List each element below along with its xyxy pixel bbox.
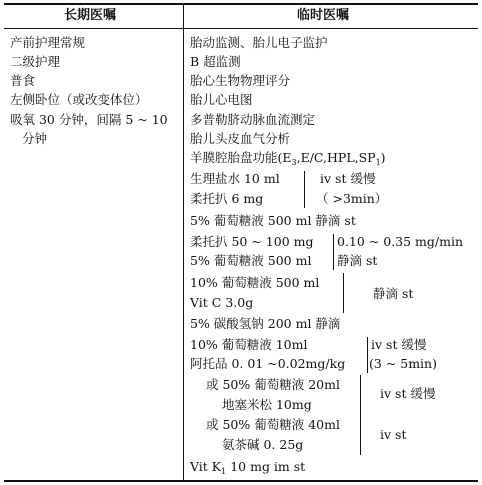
- temp-lobeline-range: 柔托扒 50 ~ 100 mg: [190, 234, 314, 249]
- header-rule: [4, 28, 478, 29]
- long-order-4: 左侧卧位（或改变体位）: [10, 92, 148, 107]
- temp-atropine-rate: (3 ~ 5min): [369, 356, 437, 371]
- temp-dexamethasone: 地塞米松 10mg: [222, 397, 312, 412]
- temp-amino-route: iv st: [380, 427, 407, 442]
- table-top-rule: [4, 3, 478, 5]
- long-order-3: 普食: [10, 73, 36, 88]
- long-order-1: 产前护理常规: [10, 35, 86, 50]
- table-bottom-rule: [4, 480, 478, 482]
- header-temporary: 临时医嘱: [297, 8, 350, 23]
- temp-glucose10-500: 10% 葡萄糖液 500 ml: [190, 275, 320, 290]
- bracket-saline: [304, 171, 305, 208]
- long-order-2: 二级护理: [10, 54, 61, 69]
- column-divider: [183, 4, 184, 481]
- temp-vitc: Vit C 3.0g: [190, 295, 254, 310]
- temp-lobeline-rate: 0.10 ~ 0.35 mg/min: [337, 234, 464, 249]
- temp-fetal-ecg: 胎儿心电图: [190, 92, 253, 107]
- bracket-dexamethasone: [360, 375, 361, 415]
- temp-glucose10-route: 静滴 st: [373, 286, 414, 301]
- temp-bicarb: 5% 碳酸氢钠 200 ml 静滴: [190, 316, 341, 331]
- bracket-lobeline: [333, 234, 334, 270]
- header-long-term: 长期医嘱: [64, 8, 117, 23]
- temp-saline-rate: （ >3min）: [316, 191, 388, 206]
- temp-glucose10-10: 10% 葡萄糖液 10ml: [190, 337, 308, 352]
- temp-placental-function: 羊膜腔胎盘功能$(E_3,E/C,HPL,SP_1)$: [190, 150, 386, 167]
- temp-atropine: 阿托品 0. 01 ~0.02mg/kg: [190, 356, 346, 371]
- temp-scalp-blood-gas: 胎儿头皮血气分析: [190, 131, 291, 146]
- temp-vitk: Vit $K_1$ 10 mg im st: [190, 459, 306, 476]
- temp-atropine-route: iv st 缓慢: [371, 337, 427, 352]
- temp-glucose50-40: 或 50% 葡萄糖液 40ml: [206, 417, 340, 432]
- temp-aminophylline: 氨茶碱 0. 25g: [222, 437, 304, 452]
- temp-fetal-monitoring: 胎动监测、胎儿电子监护: [190, 35, 328, 50]
- temp-doppler: 多普勒脐动脉血流测定: [190, 112, 316, 127]
- temp-glucose5-route: 静滴 st: [337, 253, 378, 268]
- temp-biophysical-profile: 胎心生物物理评分: [190, 73, 291, 88]
- bracket-aminophylline: [360, 415, 361, 455]
- temp-saline-route: iv st 缓慢: [320, 171, 376, 186]
- temp-b-ultrasound: B 超监测: [190, 54, 241, 69]
- temp-lobeline: 柔托扒 6 mg: [190, 191, 264, 206]
- bracket-atropine: [367, 337, 368, 373]
- temp-saline: 生理盐水 10 ml: [190, 171, 280, 186]
- temp-dexa-route: iv st 缓慢: [380, 386, 436, 401]
- long-order-5: 吸氧 30 分钟，间隔 5 ~ 10: [10, 112, 168, 127]
- bracket-glucose10: [343, 273, 344, 313]
- temp-glucose5-500: 5% 葡萄糖液 500 ml 静滴 st: [190, 213, 356, 228]
- temp-glucose50-20: 或 50% 葡萄糖液 20ml: [206, 377, 340, 392]
- long-order-5-cont: 分钟: [22, 131, 48, 146]
- temp-glucose5-500b: 5% 葡萄糖液 500 ml: [190, 253, 312, 268]
